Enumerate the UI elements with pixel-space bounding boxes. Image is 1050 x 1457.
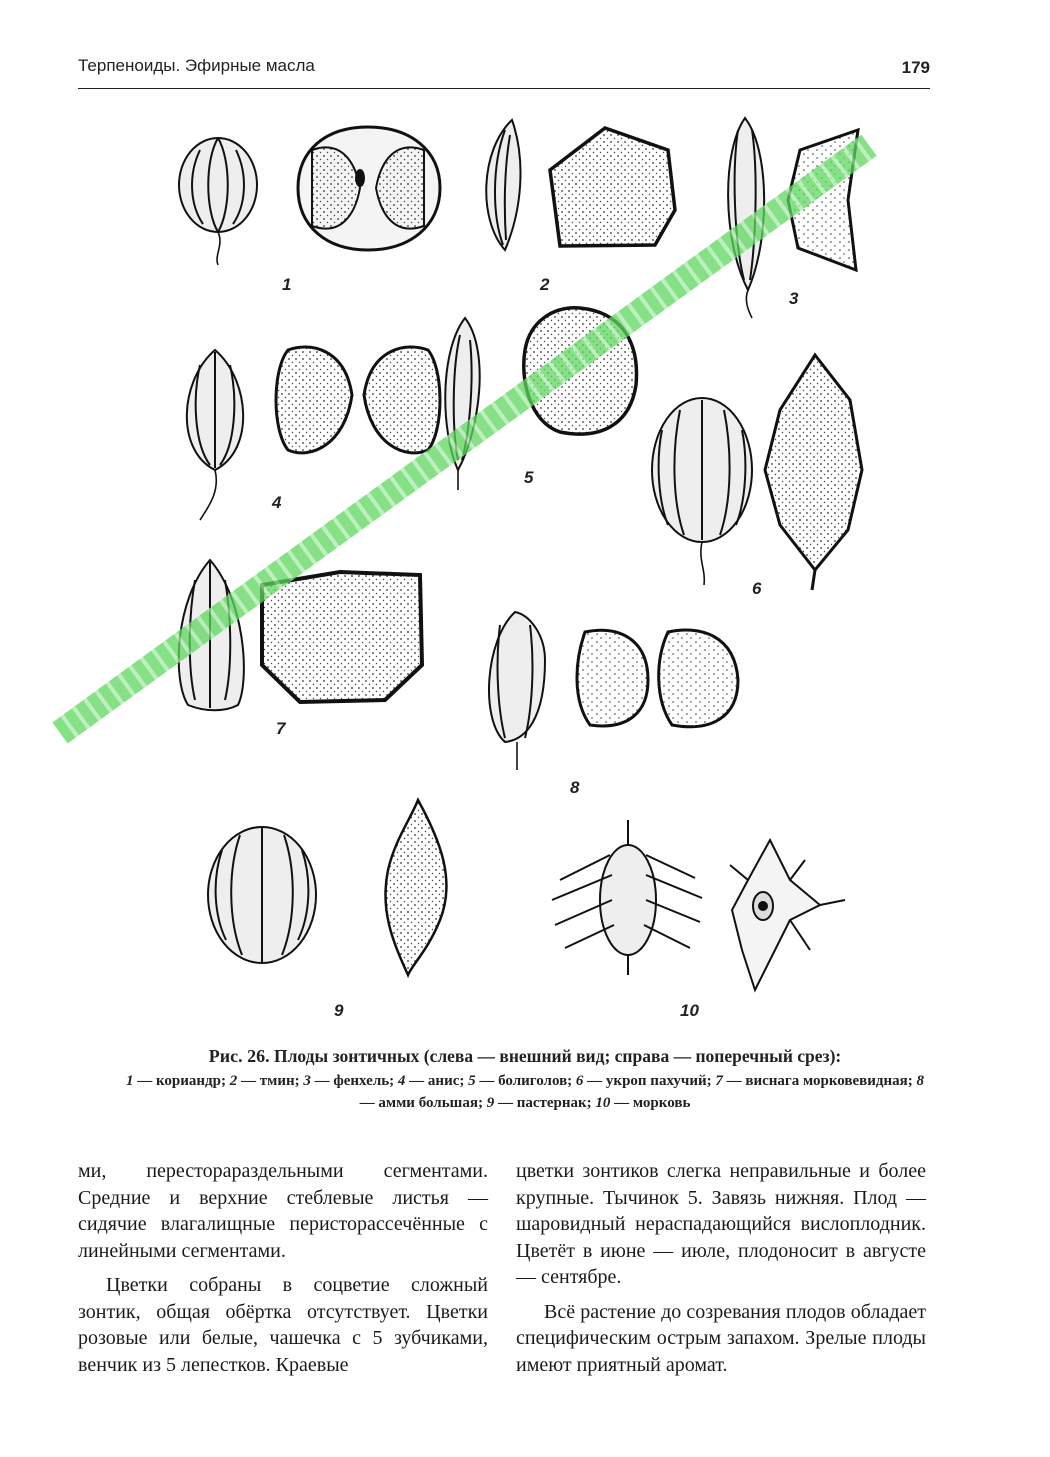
anise-fruit-icon (187, 350, 243, 520)
body-column-left (78, 1158, 488, 1386)
figure-label-4: 4 (272, 493, 282, 512)
caraway-section-icon (550, 128, 675, 246)
legend-num: 5 (468, 1073, 476, 1089)
caption-title: Плоды зонтичных (слева — внешний вид; справа — поперечный срез): (274, 1046, 842, 1066)
page-number: 179 (901, 58, 930, 77)
parsnip-section-icon (385, 800, 446, 975)
figure-label-3: 3 (789, 289, 799, 308)
visnaga-section-icon (262, 572, 422, 702)
parsnip-fruit-icon (208, 827, 316, 963)
section-title: Терпеноиды. Эфирные масла (78, 56, 315, 75)
legend-num: 8 (916, 1073, 925, 1089)
legend-num: 9 (486, 1095, 495, 1111)
legend-name: анис (427, 1073, 460, 1089)
coriander-fruit-icon (179, 138, 257, 265)
caraway-fruit-icon (486, 120, 520, 250)
carrot-section-icon (730, 840, 845, 990)
legend-num: 10 (595, 1095, 611, 1111)
legend-num: 7 (715, 1073, 723, 1089)
carrot-fruit-icon (552, 820, 702, 975)
figure-label-5: 5 (524, 468, 534, 487)
legend-name: болиголов (498, 1073, 568, 1089)
fruit-illustrations (0, 95, 1050, 1035)
figure-label-6: 6 (752, 579, 762, 598)
body-column-right (516, 1158, 926, 1386)
ammi-section-icon (577, 630, 738, 727)
legend-name: тмин (259, 1073, 295, 1089)
figure-label-7: 7 (276, 719, 286, 738)
legend-num: 2 (229, 1073, 238, 1089)
body-paragraph: Цветки собраны в соцветие сложный зонтик, общая обёртка отсутствует. Цветки розовые или белые, чашечка с 5 зубчиками, венчик из 5 лепестков. Краевые (78, 1274, 488, 1376)
running-header (78, 54, 930, 89)
figure-label-9: 9 (334, 1001, 344, 1020)
body-paragraph: цветки зонтиков слегка неправильные и более крупные. Тычинок 5. Завязь нижняя. Плод — шаровидный нераспадающийся вислоплодник. Цветёт в июне — июле, плодоносит в августе — сентябре. (516, 1160, 926, 1288)
figure-label-8: 8 (570, 778, 580, 797)
body-paragraph: Всё растение до созревания плодов обладает специфическим острым запахом. Зрелые плоды имеют приятный аромат. (516, 1300, 926, 1376)
legend-name: амми большая (378, 1095, 478, 1111)
figure-label-1: 1 (282, 275, 292, 294)
legend-name: морковь (632, 1095, 691, 1111)
dill-fruit-icon (652, 398, 752, 585)
caption-figure-number: Рис. 26. (208, 1046, 270, 1066)
legend-num: 6 (575, 1073, 584, 1089)
legend-num: 3 (303, 1073, 311, 1089)
legend-name: пастернак (516, 1095, 587, 1111)
legend-num: 4 (397, 1073, 406, 1089)
figure-caption (100, 1046, 950, 1114)
legend-name: кориандр (155, 1073, 221, 1089)
figure-label-2: 2 (540, 275, 550, 294)
coriander-section-icon (298, 127, 440, 250)
body-paragraph: ми, пересторараздельными сегментами. Средние и верхние стеблевые листья — сидячие влагалищные перисторассечённые с линейными сегментами. (78, 1160, 488, 1262)
caption-title-line (100, 1046, 950, 1067)
figure-label-10: 10 (680, 1001, 699, 1020)
anise-section-icon (276, 347, 440, 453)
legend-num: 1 (125, 1073, 134, 1089)
legend-name: укроп пахучий (605, 1073, 707, 1089)
dill-section-icon (765, 355, 862, 590)
legend-name: виснага морковевидная (745, 1073, 908, 1089)
legend-name: фенхель (333, 1073, 390, 1089)
ammi-fruit-icon (489, 612, 545, 770)
caption-legend: 1 — кориандр; 2 — тмин; 3 — фенхель; 4 — анис; 5 — болиголов; 6 — укроп пахучий; 7 — виснага морковевидная; 8 — амми большая; 9 — пастернак; 10 — морковь (125, 1073, 925, 1111)
